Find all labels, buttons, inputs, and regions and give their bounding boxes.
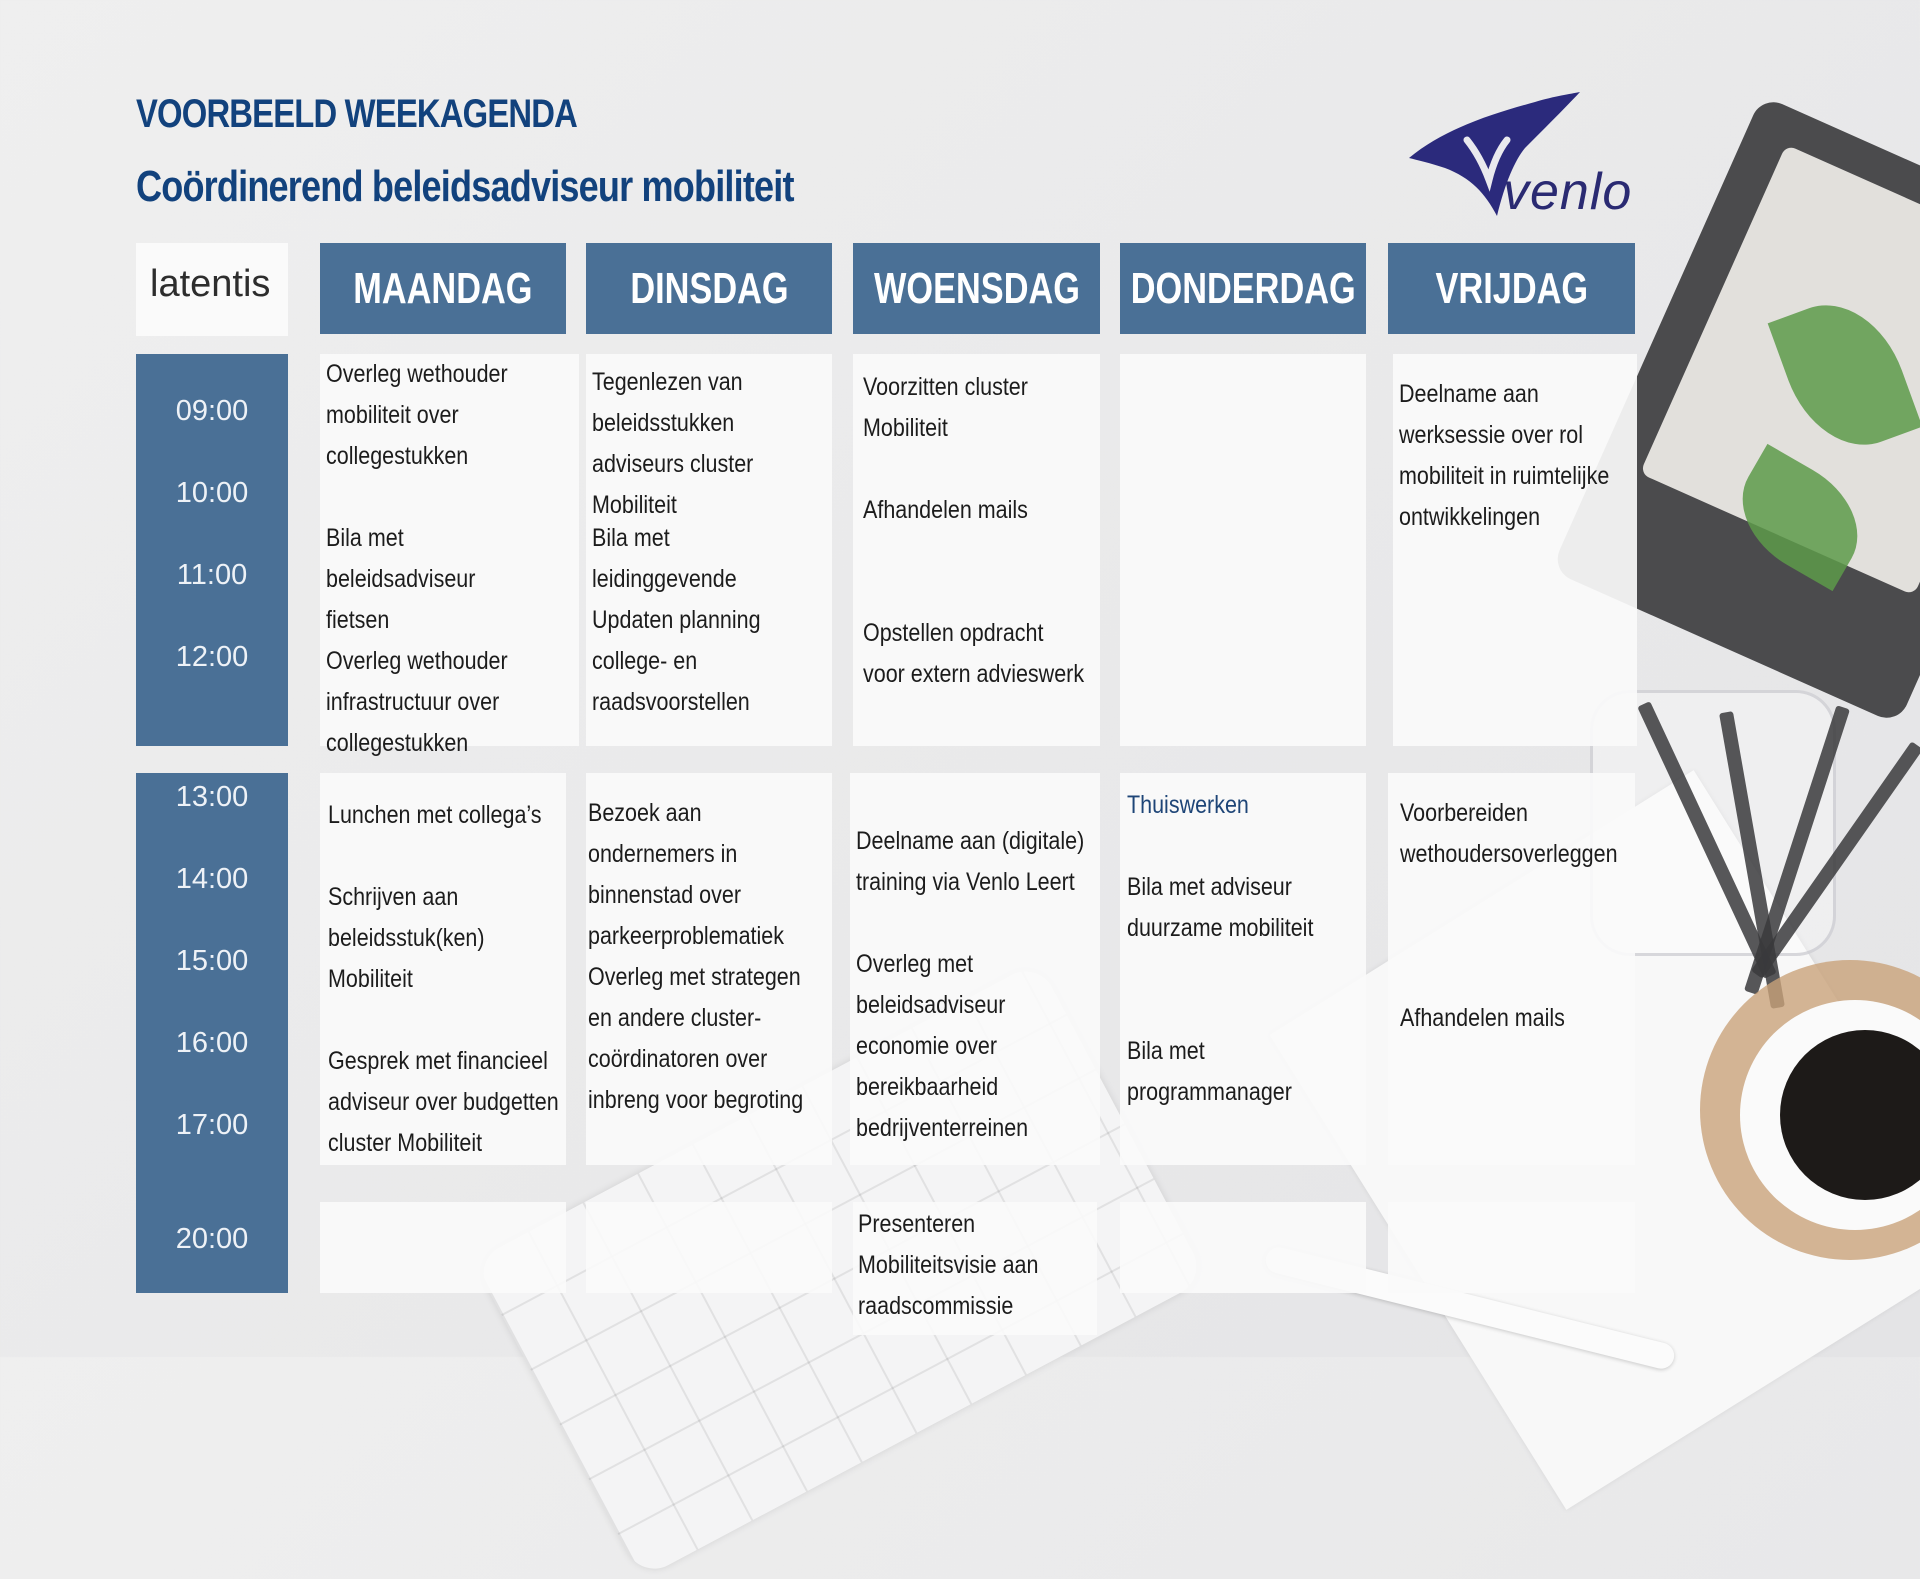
time-column-afternoon [136, 773, 288, 1165]
time-label: 14:00 [175, 863, 249, 895]
day-header-friday: VRIJDAG [1388, 243, 1635, 334]
agenda-cell-thursday-morning [1120, 354, 1366, 746]
agenda-cell-wednesday-evening [853, 1202, 1097, 1335]
agenda-cell-thursday-afternoon [1120, 773, 1366, 1165]
time-column-evening [136, 1165, 288, 1293]
agenda-item: Tegenlezen van beleidsstukken adviseurs cluster Mobiliteit [592, 368, 754, 519]
agenda-item-thuiswerken: Thuiswerken [1127, 791, 1249, 819]
agenda-cell-friday-afternoon [1388, 773, 1635, 1165]
time-label: 16:00 [175, 1027, 249, 1059]
day-header-wednesday: WOENSDAG [853, 243, 1100, 334]
latentis-logo [136, 243, 288, 336]
agenda-item: Deelname aan (digitale) training via Venlo Leert [856, 827, 1085, 896]
agenda-cell-monday-morning [320, 354, 579, 757]
agenda-item: Voorzitten cluster Mobiliteit [863, 373, 1028, 442]
agenda-item: Afhandelen mails [863, 496, 1028, 524]
agenda-cell-monday-evening [320, 1202, 566, 1293]
agenda-item: Overleg met strategen en andere cluster-coördinatoren over inbreng voor begroting [588, 963, 804, 1114]
agenda-item: Deelname aan werksessie over rol mobiliteit in ruimtelijke ontwikkelingen [1399, 380, 1610, 531]
time-label: 12:00 [175, 641, 249, 673]
agenda-item: Bila met beleidsadviseur fietsen [326, 524, 476, 634]
day-header-tuesday: DINSDAG [586, 243, 832, 334]
agenda-item: Gesprek met financieel adviseur over budgetten cluster Mobiliteit [328, 1047, 559, 1157]
agenda-item: Presenteren Mobiliteitsvisie aan raadscommissie [858, 1210, 1039, 1320]
venlo-logo-text: venlo [1503, 163, 1633, 221]
day-header-thursday: DONDERDAG [1120, 243, 1366, 334]
agenda-item: Overleg wethouder mobiliteit over collegestukken [326, 360, 508, 470]
agenda-item: Overleg met beleidsadviseur economie over bereikbaarheid bedrijventerreinen [856, 950, 1029, 1142]
time-column-morning [136, 354, 288, 746]
time-label: 13:00 [175, 781, 249, 813]
agenda-item: Bezoek aan ondernemers in binnenstad over parkeerproblematiek [588, 799, 784, 950]
time-label: 17:00 [175, 1109, 249, 1141]
agenda-item: Overleg wethouder infrastructuur over collegestukken [326, 647, 508, 757]
agenda-cell-tuesday-afternoon [586, 773, 832, 1165]
time-label: 09:00 [175, 395, 249, 427]
agenda-item: Schrijven aan beleidsstuk(ken) Mobiliteit [328, 883, 485, 993]
agenda-item: Lunchen met collega’s [328, 801, 542, 829]
page-title: VOORBEELD WEEKAGENDA [136, 92, 578, 136]
agenda-item: Bila met adviseur duurzame mobiliteit [1127, 873, 1314, 942]
day-header-monday: MAANDAG [320, 243, 566, 334]
agenda-item: Voorbereiden wethoudersoverleggen [1400, 799, 1618, 868]
agenda-cell-wednesday-afternoon [850, 773, 1100, 1165]
agenda-cell-friday-evening [1388, 1202, 1635, 1293]
time-label: 20:00 [175, 1223, 249, 1255]
time-label: 11:00 [176, 559, 248, 591]
agenda-cell-friday-morning [1393, 354, 1637, 746]
agenda-cell-tuesday-evening [586, 1202, 832, 1293]
agenda-cell-wednesday-morning [853, 354, 1100, 746]
agenda-cell-monday-afternoon [320, 773, 566, 1165]
agenda-item: Updaten planning college- en raadsvoorstellen [592, 606, 761, 716]
agenda-cell-thursday-evening [1120, 1202, 1366, 1293]
agenda-item: Bila met programmanager [1127, 1037, 1292, 1106]
agenda-item: Opstellen opdracht voor extern advieswerk [863, 619, 1085, 688]
agenda-item: Bila met leidinggevende [592, 524, 737, 593]
page-subtitle: Coördinerend beleidsadviseur mobiliteit [136, 162, 794, 211]
latentis-logo-text: latentis [150, 263, 271, 305]
time-label: 10:00 [175, 477, 249, 509]
time-label: 15:00 [175, 945, 249, 977]
agenda-cell-tuesday-morning [586, 354, 832, 746]
agenda-item: Afhandelen mails [1400, 1004, 1565, 1032]
